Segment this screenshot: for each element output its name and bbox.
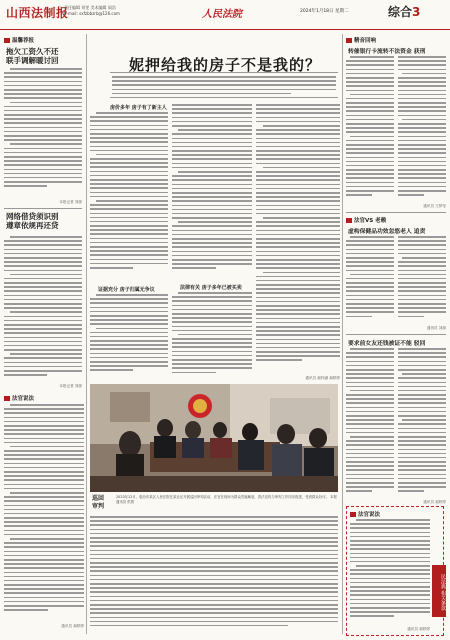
lead-paragraph (110, 72, 338, 98)
right-story2-byline: 通讯员 刘源 (426, 326, 446, 330)
masthead-info (64, 5, 120, 16)
brand-logo: 人民法院 (202, 9, 242, 20)
right-story2-tag: 法官VS 老赖 (346, 216, 386, 224)
photo-label (92, 495, 104, 511)
center-subhead-1: 房价多年 房子有了新主人 (110, 105, 167, 111)
judge-says-byline: 通讯员 郝婷婷 (407, 627, 430, 631)
right-story2-title: 虚构保健品功效忽悠老人 追责 (348, 229, 426, 235)
divider (4, 208, 82, 209)
center-lower-body (90, 516, 338, 634)
left-story2-title-line1: 网络借贷须识别 (6, 212, 59, 221)
center-col3-body (256, 104, 340, 374)
photo-illustration (90, 384, 338, 492)
right-story3-title: 要求前女友还钱被证不能 驳回 (348, 341, 426, 347)
judge-says-body (350, 519, 430, 625)
column-divider (86, 34, 87, 634)
right-story3-body-b (398, 348, 446, 500)
photo-credit: 本报通讯员 供图 (116, 495, 337, 504)
section-label (388, 3, 420, 20)
masthead: 山西法制报 (6, 6, 69, 20)
courtroom-photo (90, 384, 338, 492)
right-column-tag: 精音回响 (346, 36, 376, 44)
left-story3-byline: 通讯员 郝婷婷 (61, 624, 84, 628)
editor-line: 责任编辑 刘雯 美术编辑 阎浩 (64, 5, 116, 10)
left-story1-byline: 本报记者 刘源 (59, 200, 82, 204)
right-story1-body-a (346, 56, 394, 204)
photo-caption (116, 495, 338, 504)
left-story3-body (4, 404, 84, 620)
right-story3-byline: 通讯员 郝婷婷 (423, 500, 446, 504)
email-line: E-mail: sxfzbbzrb@126.com (64, 10, 120, 16)
center-subhead-3: 证据充分 房子归属无争议 (98, 287, 155, 293)
center-col1-body-a (90, 112, 168, 282)
center-col2-body-a (172, 104, 252, 280)
left-story1-body (4, 68, 82, 200)
photo-label-line2: 审判 (92, 503, 105, 510)
right-story1-body-b (398, 56, 446, 204)
judge-says-label: 法官说法 (350, 510, 380, 518)
center-col1-body-b (90, 294, 168, 380)
center-subhead-2: 法律有关 房子多年已被买卖 (180, 285, 242, 291)
left-story1-title-line1: 拖欠工资久不还 (6, 47, 59, 56)
left-story2-body (4, 236, 82, 388)
civil-code-tab: 民法典 相关条款 (432, 565, 446, 617)
judge-says-box (346, 506, 444, 636)
right-story2-body-b (398, 236, 446, 324)
left-story2-title (6, 212, 59, 230)
left-story2-title-line2: 遵章依规再还贷 (6, 221, 59, 230)
left-story2-byline: 本报记者 刘源 (59, 384, 82, 388)
divider (346, 212, 446, 213)
page-number: 3 (412, 5, 421, 19)
photo-caption-text: 2023年12月，临汾市某区人民法院在某社区开展巡回审判活动，法官在现场为群众答疑解惑，普法宣传与审判工作同步推进，受到群众好评。 (116, 495, 329, 499)
right-story1-title: 转催银行卡流转不法资金 获刑 (348, 49, 426, 55)
divider (346, 334, 446, 335)
issue-date: 2024年1月18日 星期二 (300, 9, 349, 14)
page-header (0, 0, 450, 30)
left-story1-title-line2: 联手调解暖讨回 (6, 56, 59, 65)
right-story2-body-a (346, 236, 394, 324)
center-col2-body-b (172, 292, 252, 380)
column-divider (342, 34, 343, 634)
photo-label-line1: 巡回 (92, 495, 105, 502)
right-story3-body-a (346, 348, 394, 500)
section-name: 综合 (388, 5, 413, 19)
left-story1-title (6, 47, 59, 65)
right-story1-byline: 通讯员 王梦莹 (423, 204, 446, 208)
left-story3-label: 法官说法 (4, 394, 34, 402)
center-byline: 通讯员 郝梓涵 郝婷婷 (305, 376, 340, 380)
main-headline: 妮押给我的房子不是我的？ (128, 56, 321, 74)
left-column-tag: 温馨荐报 (4, 36, 34, 44)
